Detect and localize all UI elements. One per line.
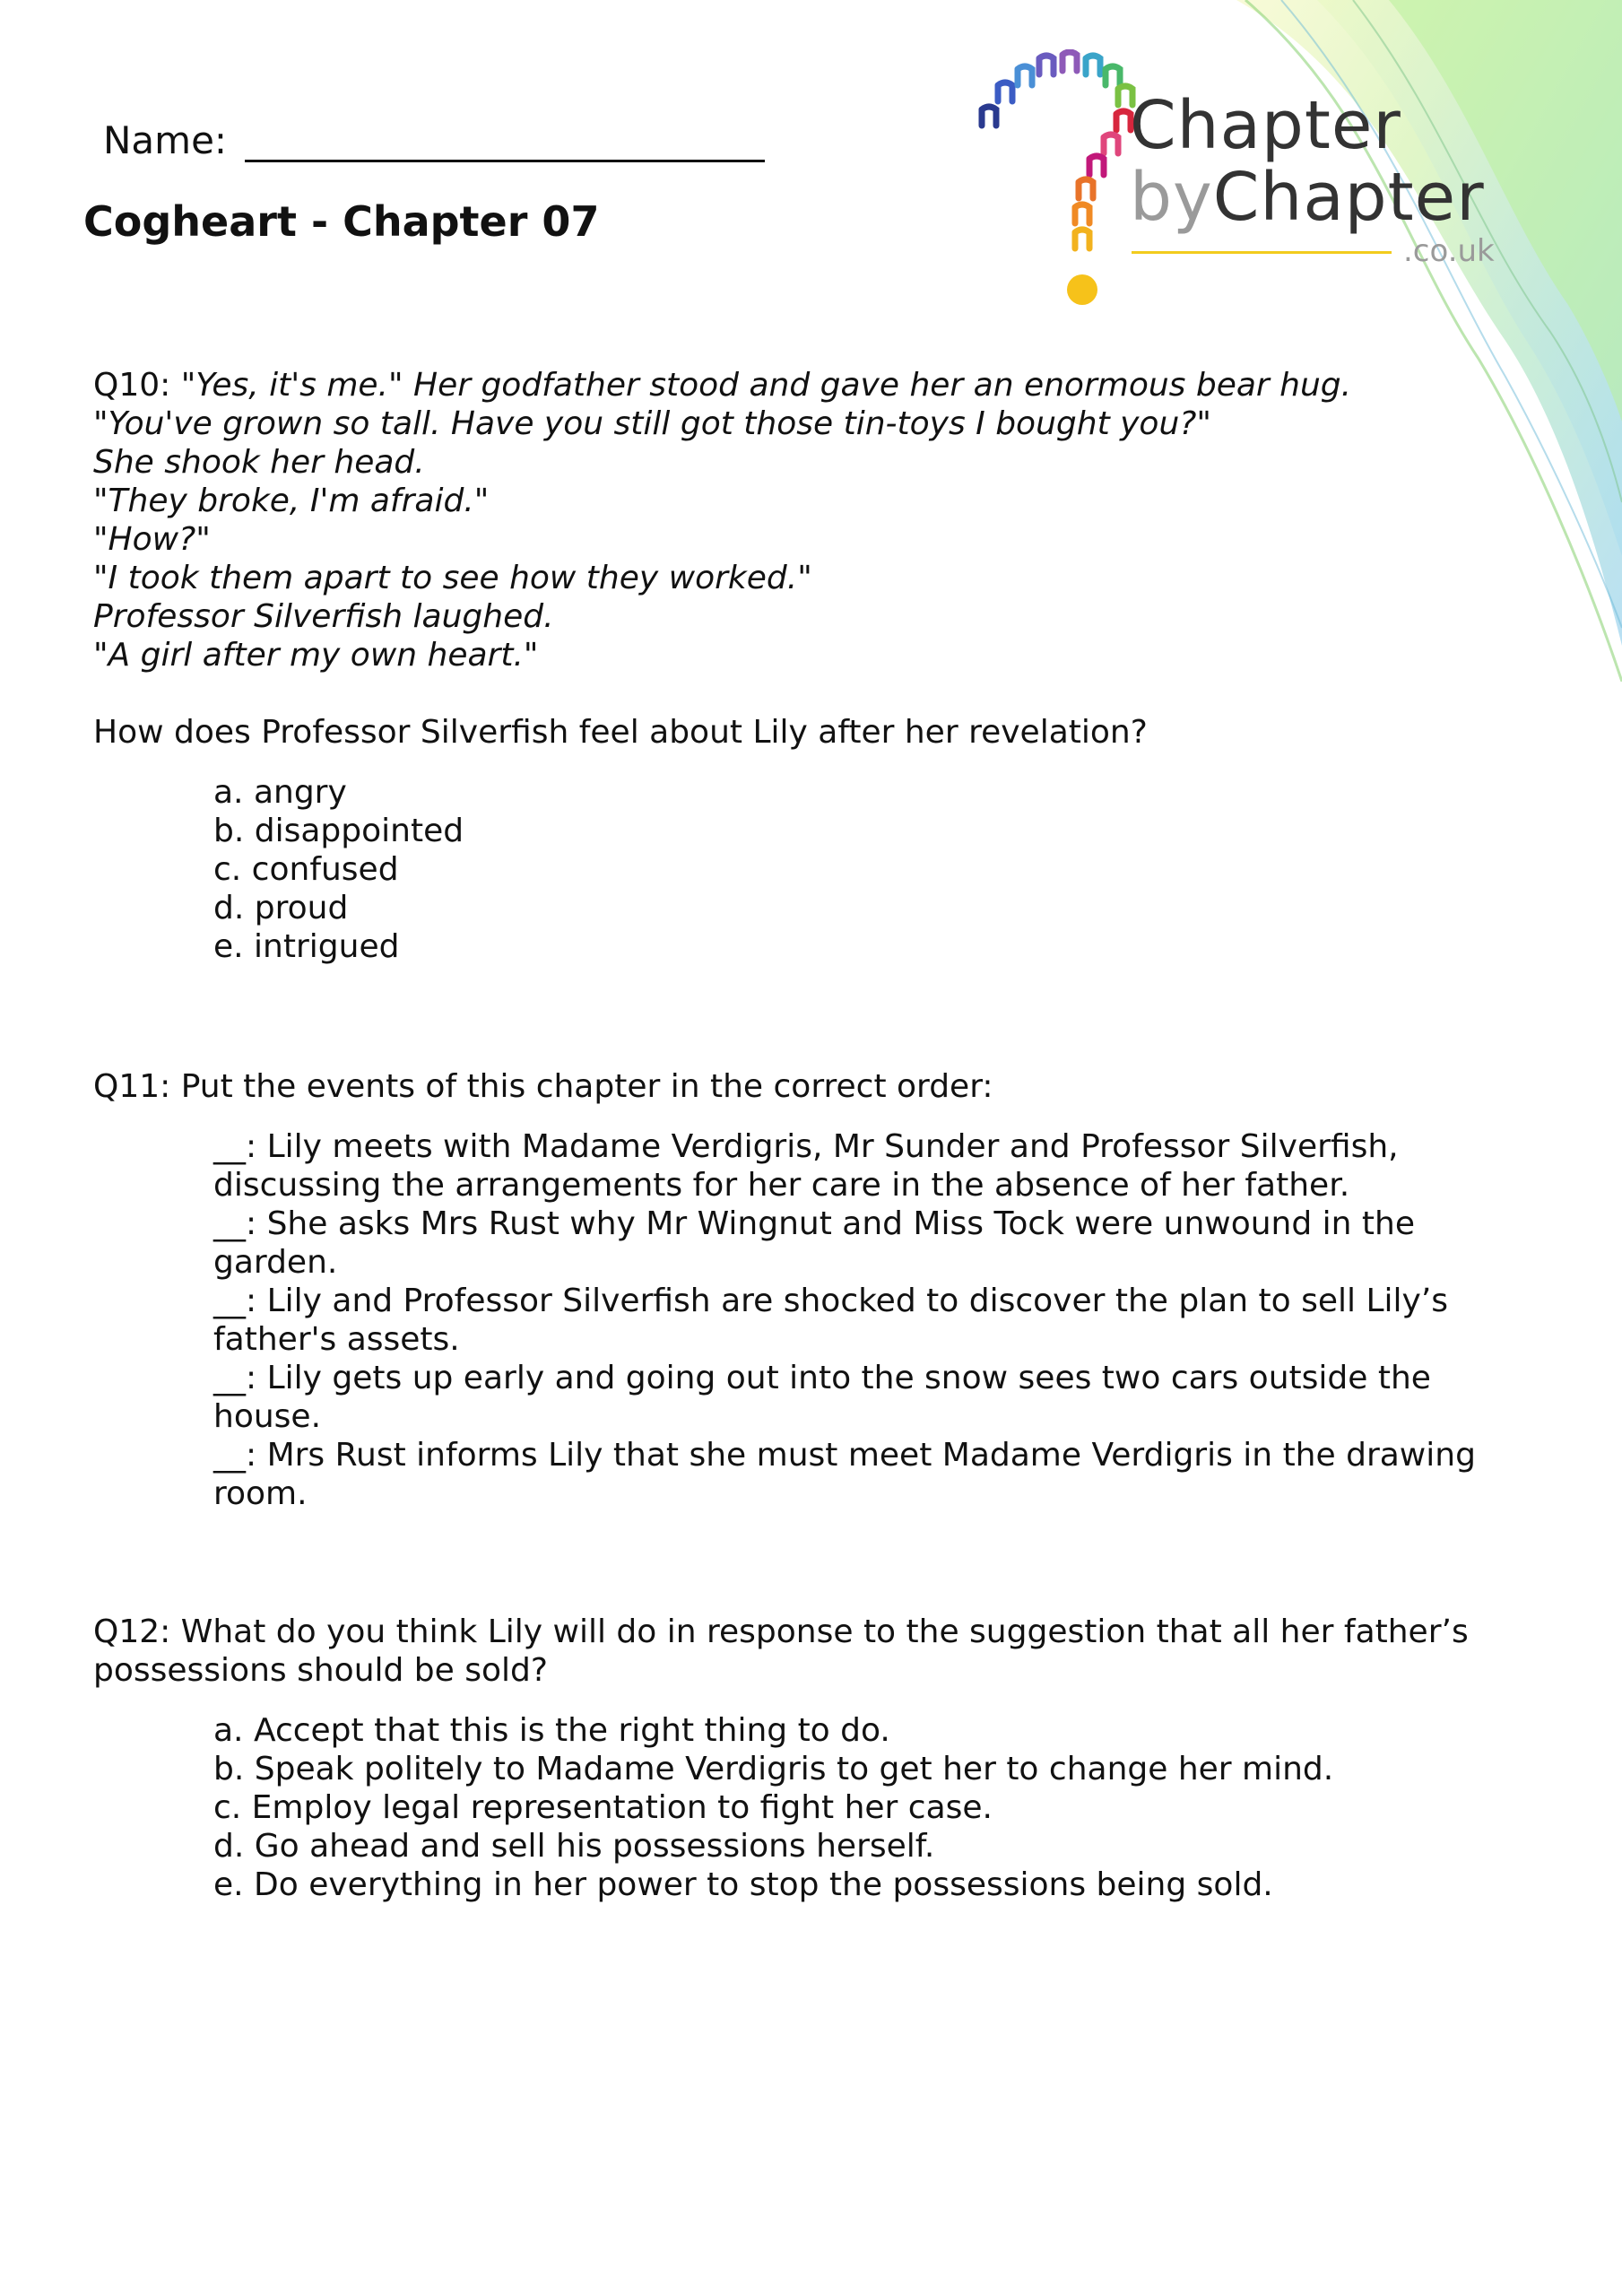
logo-chapter: Chapter <box>1212 159 1485 236</box>
q10-option: e. intrigued <box>213 928 400 965</box>
q10-options <box>213 773 1528 966</box>
q11-events <box>213 1127 1487 1513</box>
q10-passage-line: Professor Silverfish laughed. <box>93 598 554 635</box>
q11-event: __: Lily gets up early and going out into the snow sees two cars outside the house. <box>213 1360 1442 1435</box>
q10-passage-line: "They broke, I'm afraid." <box>93 483 490 519</box>
q10-question: How does Professor Silverfish feel about Lily after her revelation? <box>93 714 1148 751</box>
name-field <box>103 118 765 162</box>
question-11 <box>93 1067 1528 1513</box>
q10-passage-text: "Yes, it's me." Her godfather stood and gave her an enormous bear hug. <box>180 367 1352 404</box>
q10-passage-line: She shook her head. <box>93 444 425 481</box>
q10-number: Q10: <box>93 367 171 404</box>
q10-option: d. proud <box>213 890 349 926</box>
name-blank-line[interactable] <box>245 120 765 162</box>
q10-passage-line: "I took them apart to see how they worked." <box>93 560 812 596</box>
logo-wordmark <box>1130 87 1485 236</box>
worksheet-title: Cogheart - Chapter 07 <box>83 197 600 246</box>
q10-passage-line: "A girl after my own heart." <box>93 637 539 674</box>
q12-prompt: Q12: What do you think Lily will do in response to the suggestion that all her father’s possessions should be sold? <box>93 1613 1479 1689</box>
q10-passage-line: "How?" <box>93 521 211 558</box>
q10-option: c. confused <box>213 851 399 888</box>
q11-event: __: Mrs Rust informs Lily that she must meet Madame Verdigris in the drawing room. <box>213 1437 1487 1512</box>
q10-passage-line-1 <box>93 366 1528 404</box>
logo-by: by <box>1130 159 1213 236</box>
q11-event: __: She asks Mrs Rust why Mr Wingnut and Miss Tock were unwound in the garden. <box>213 1205 1426 1281</box>
name-label: Name: <box>103 118 228 162</box>
q10-option: b. disappointed <box>213 813 464 849</box>
q12-options <box>213 1711 1528 1904</box>
q12-option: e. Do everything in her power to stop the possessions being sold. <box>213 1866 1273 1903</box>
q10-passage-line: "You've grown so tall. Have you still got those tin-toys I bought you?" <box>93 405 1211 442</box>
logo-line-chapter: Chapter <box>1130 87 1401 164</box>
q11-event: __: Lily meets with Madame Verdigris, Mr Sunder and Professor Silverfish, discussing the arrangements for her care in the absence of her father. <box>213 1128 1409 1204</box>
logo-line-by-chapter <box>1130 159 1485 236</box>
question-10 <box>93 366 1528 966</box>
logo-domain: .co.uk <box>1403 233 1495 269</box>
logo-underline <box>1132 251 1392 254</box>
q12-option: a. Accept that this is the right thing to do. <box>213 1712 890 1749</box>
q11-event: __: Lily and Professor Silverfish are shocked to discover the plan to sell Lily’s father's assets. <box>213 1283 1459 1358</box>
q12-option: c. Employ legal representation to fight her case. <box>213 1789 993 1826</box>
q12-option: b. Speak politely to Madame Verdigris to get her to change her mind. <box>213 1751 1334 1787</box>
q10-option: a. angry <box>213 774 347 811</box>
question-12 <box>93 1613 1528 1904</box>
q11-prompt: Q11: Put the events of this chapter in the correct order: <box>93 1068 993 1105</box>
q12-option: d. Go ahead and sell his possessions herself. <box>213 1828 935 1865</box>
